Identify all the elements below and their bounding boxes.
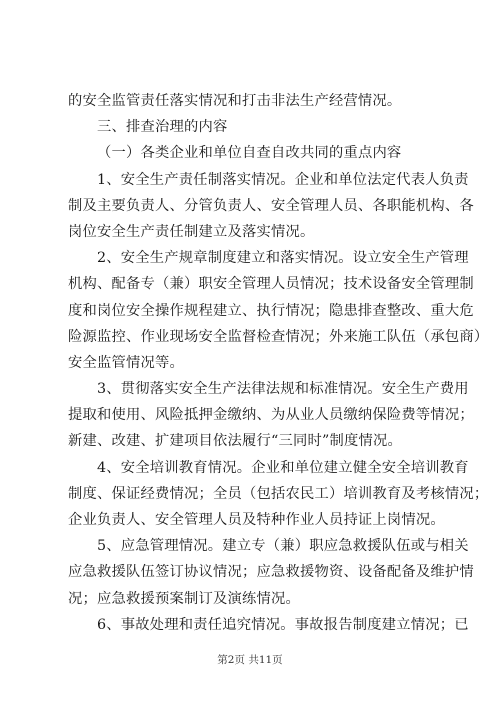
text-line: 机构、配备专（兼）职安全管理人员情况；技术设备安全管理制 [68, 276, 474, 293]
page-footer: 第2页 共11页 [217, 654, 283, 666]
text-line: 制度、保证经费情况；全员（包括农民工）培训教育及考核情况； [68, 485, 489, 502]
text-line: 1、安全生产责任制落实情况。企业和单位法定代表人负责 [97, 171, 469, 188]
text-line: 险源监控、作业现场安全监督检查情况；外来施工队伍（承包商） [68, 328, 489, 345]
text-line: 5、应急管理情况。建立专（兼）职应急救援队伍或与相关 [97, 538, 469, 555]
text-line: 度和岗位安全操作规程建立、执行情况；隐患排查整改、重大危 [68, 302, 474, 319]
text-line: 安全监管情况等。 [68, 354, 184, 371]
document-body [68, 88, 489, 638]
text-line: 企业负责人、安全管理人员及特种作业人员持证上岗情况。 [68, 512, 445, 528]
text-line: 3、贯彻落实安全生产法律法规和标准情况。安全生产费用 [97, 381, 469, 398]
text-line: 制及主要负责人、分管负责人、安全管理人员、各职能机构、各 [68, 197, 474, 214]
text-line: 岗位安全生产责任制建立及落实情况。 [68, 223, 315, 240]
text-line: 6、事故处理和责任追究情况。事故报告制度建立情况；已 [97, 616, 469, 633]
text-line: 4、安全培训教育情况。企业和单位建立健全安全培训教育 [97, 459, 469, 476]
text-line: 新建、改建、扩建项目依法履行“三同时”制度情况。 [68, 433, 402, 450]
text-line: 三、排查治理的内容 [97, 119, 228, 136]
text-line: （一）各类企业和单位自查自改共同的重点内容 [97, 145, 402, 162]
text-line: 的安全监管责任落实情况和打击非法生产经营情况。 [68, 93, 402, 109]
text-line: 况；应急救援预案制订及演练情况。 [68, 590, 300, 607]
text-line: 提取和使用、风险抵押金缴纳、为从业人员缴纳保险费等情况； [68, 407, 474, 424]
text-line: 应急救援队伍签订协议情况；应急救援物资、设备配备及维护情 [68, 564, 474, 581]
text-line: 2、安全生产规章制度建立和落实情况。设立安全生产管理 [97, 250, 469, 267]
